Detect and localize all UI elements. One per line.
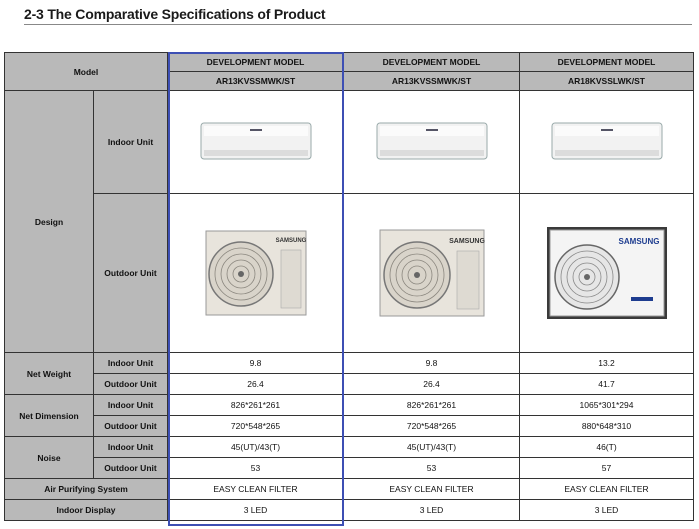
noise-outdoor-3: 57 — [520, 458, 694, 479]
net-dimension-outdoor-2: 720*548*265 — [344, 416, 520, 437]
outdoor-unit-label: Outdoor Unit — [94, 416, 168, 437]
net-weight-outdoor-1: 26.4 — [168, 374, 344, 395]
outdoor-unit-label: Outdoor Unit — [94, 194, 168, 353]
indoor-unit-image-1 — [168, 91, 344, 194]
indoor-display-1: 3 LED — [168, 500, 344, 521]
net-weight-outdoor-2: 26.4 — [344, 374, 520, 395]
outdoor-unit-image-1 — [168, 194, 344, 353]
net-weight-indoor-3: 13.2 — [520, 353, 694, 374]
spec-table — [4, 52, 694, 521]
indoor-unit-picture — [551, 122, 663, 162]
brand-logo: SAMSUNG — [448, 238, 485, 245]
net-dimension-indoor-1: 826*261*261 — [168, 395, 344, 416]
net-weight-indoor-1: 9.8 — [168, 353, 344, 374]
air-purifying-3: EASY CLEAN FILTER — [520, 479, 694, 500]
net-dimension-outdoor-3: 880*648*310 — [520, 416, 694, 437]
outdoor-unit-picture — [205, 230, 307, 316]
indoor-unit-label: Indoor Unit — [94, 437, 168, 458]
brand-logo: SAMSUNG — [618, 237, 659, 246]
noise-indoor-1: 45(UT)/43(T) — [168, 437, 344, 458]
air-purifying-2: EASY CLEAN FILTER — [344, 479, 520, 500]
model-col1: AR13KVSSMWK/ST — [168, 72, 344, 91]
indoor-display-3: 3 LED — [520, 500, 694, 521]
air-purifying-1: EASY CLEAN FILTER — [168, 479, 344, 500]
page-title: 2-3 The Comparative Specifications of Product — [24, 6, 326, 22]
indoor-unit-image-2 — [344, 91, 520, 194]
noise-indoor-3: 46(T) — [520, 437, 694, 458]
model-header: Model — [5, 53, 168, 91]
net-weight-indoor-2: 9.8 — [344, 353, 520, 374]
noise-indoor-2: 45(UT)/43(T) — [344, 437, 520, 458]
dev-label-col2: DEVELOPMENT MODEL — [344, 53, 520, 72]
net-dimension-label: Net Dimension — [5, 395, 94, 437]
outdoor-unit-label: Outdoor Unit — [94, 374, 168, 395]
indoor-unit-picture — [376, 122, 488, 162]
indoor-display-2: 3 LED — [344, 500, 520, 521]
outdoor-unit-image-2 — [344, 194, 520, 353]
outdoor-unit-picture — [379, 229, 485, 317]
noise-outdoor-2: 53 — [344, 458, 520, 479]
outdoor-unit-label: Outdoor Unit — [94, 458, 168, 479]
noise-outdoor-1: 53 — [168, 458, 344, 479]
dev-label-col1: DEVELOPMENT MODEL — [168, 53, 344, 72]
model-col3: AR18KVSSLWK/ST — [520, 72, 694, 91]
title-rule — [24, 24, 692, 25]
outdoor-unit-picture — [547, 227, 667, 319]
indoor-unit-label: Indoor Unit — [94, 395, 168, 416]
outdoor-unit-image-3 — [520, 194, 694, 353]
dev-label-col3: DEVELOPMENT MODEL — [520, 53, 694, 72]
net-dimension-indoor-2: 826*261*261 — [344, 395, 520, 416]
brand-logo: SAMSUNG — [275, 238, 306, 244]
indoor-unit-image-3 — [520, 91, 694, 194]
model-col2: AR13KVSSMWK/ST — [344, 72, 520, 91]
net-weight-label: Net Weight — [5, 353, 94, 395]
net-dimension-indoor-3: 1065*301*294 — [520, 395, 694, 416]
noise-label: Noise — [5, 437, 94, 479]
indoor-display-label: Indoor Display — [5, 500, 168, 521]
design-label: Design — [5, 91, 94, 353]
indoor-unit-picture — [200, 122, 312, 162]
net-weight-outdoor-3: 41.7 — [520, 374, 694, 395]
air-purifying-label: Air Purifying System — [5, 479, 168, 500]
indoor-unit-label: Indoor Unit — [94, 91, 168, 194]
net-dimension-outdoor-1: 720*548*265 — [168, 416, 344, 437]
indoor-unit-label: Indoor Unit — [94, 353, 168, 374]
